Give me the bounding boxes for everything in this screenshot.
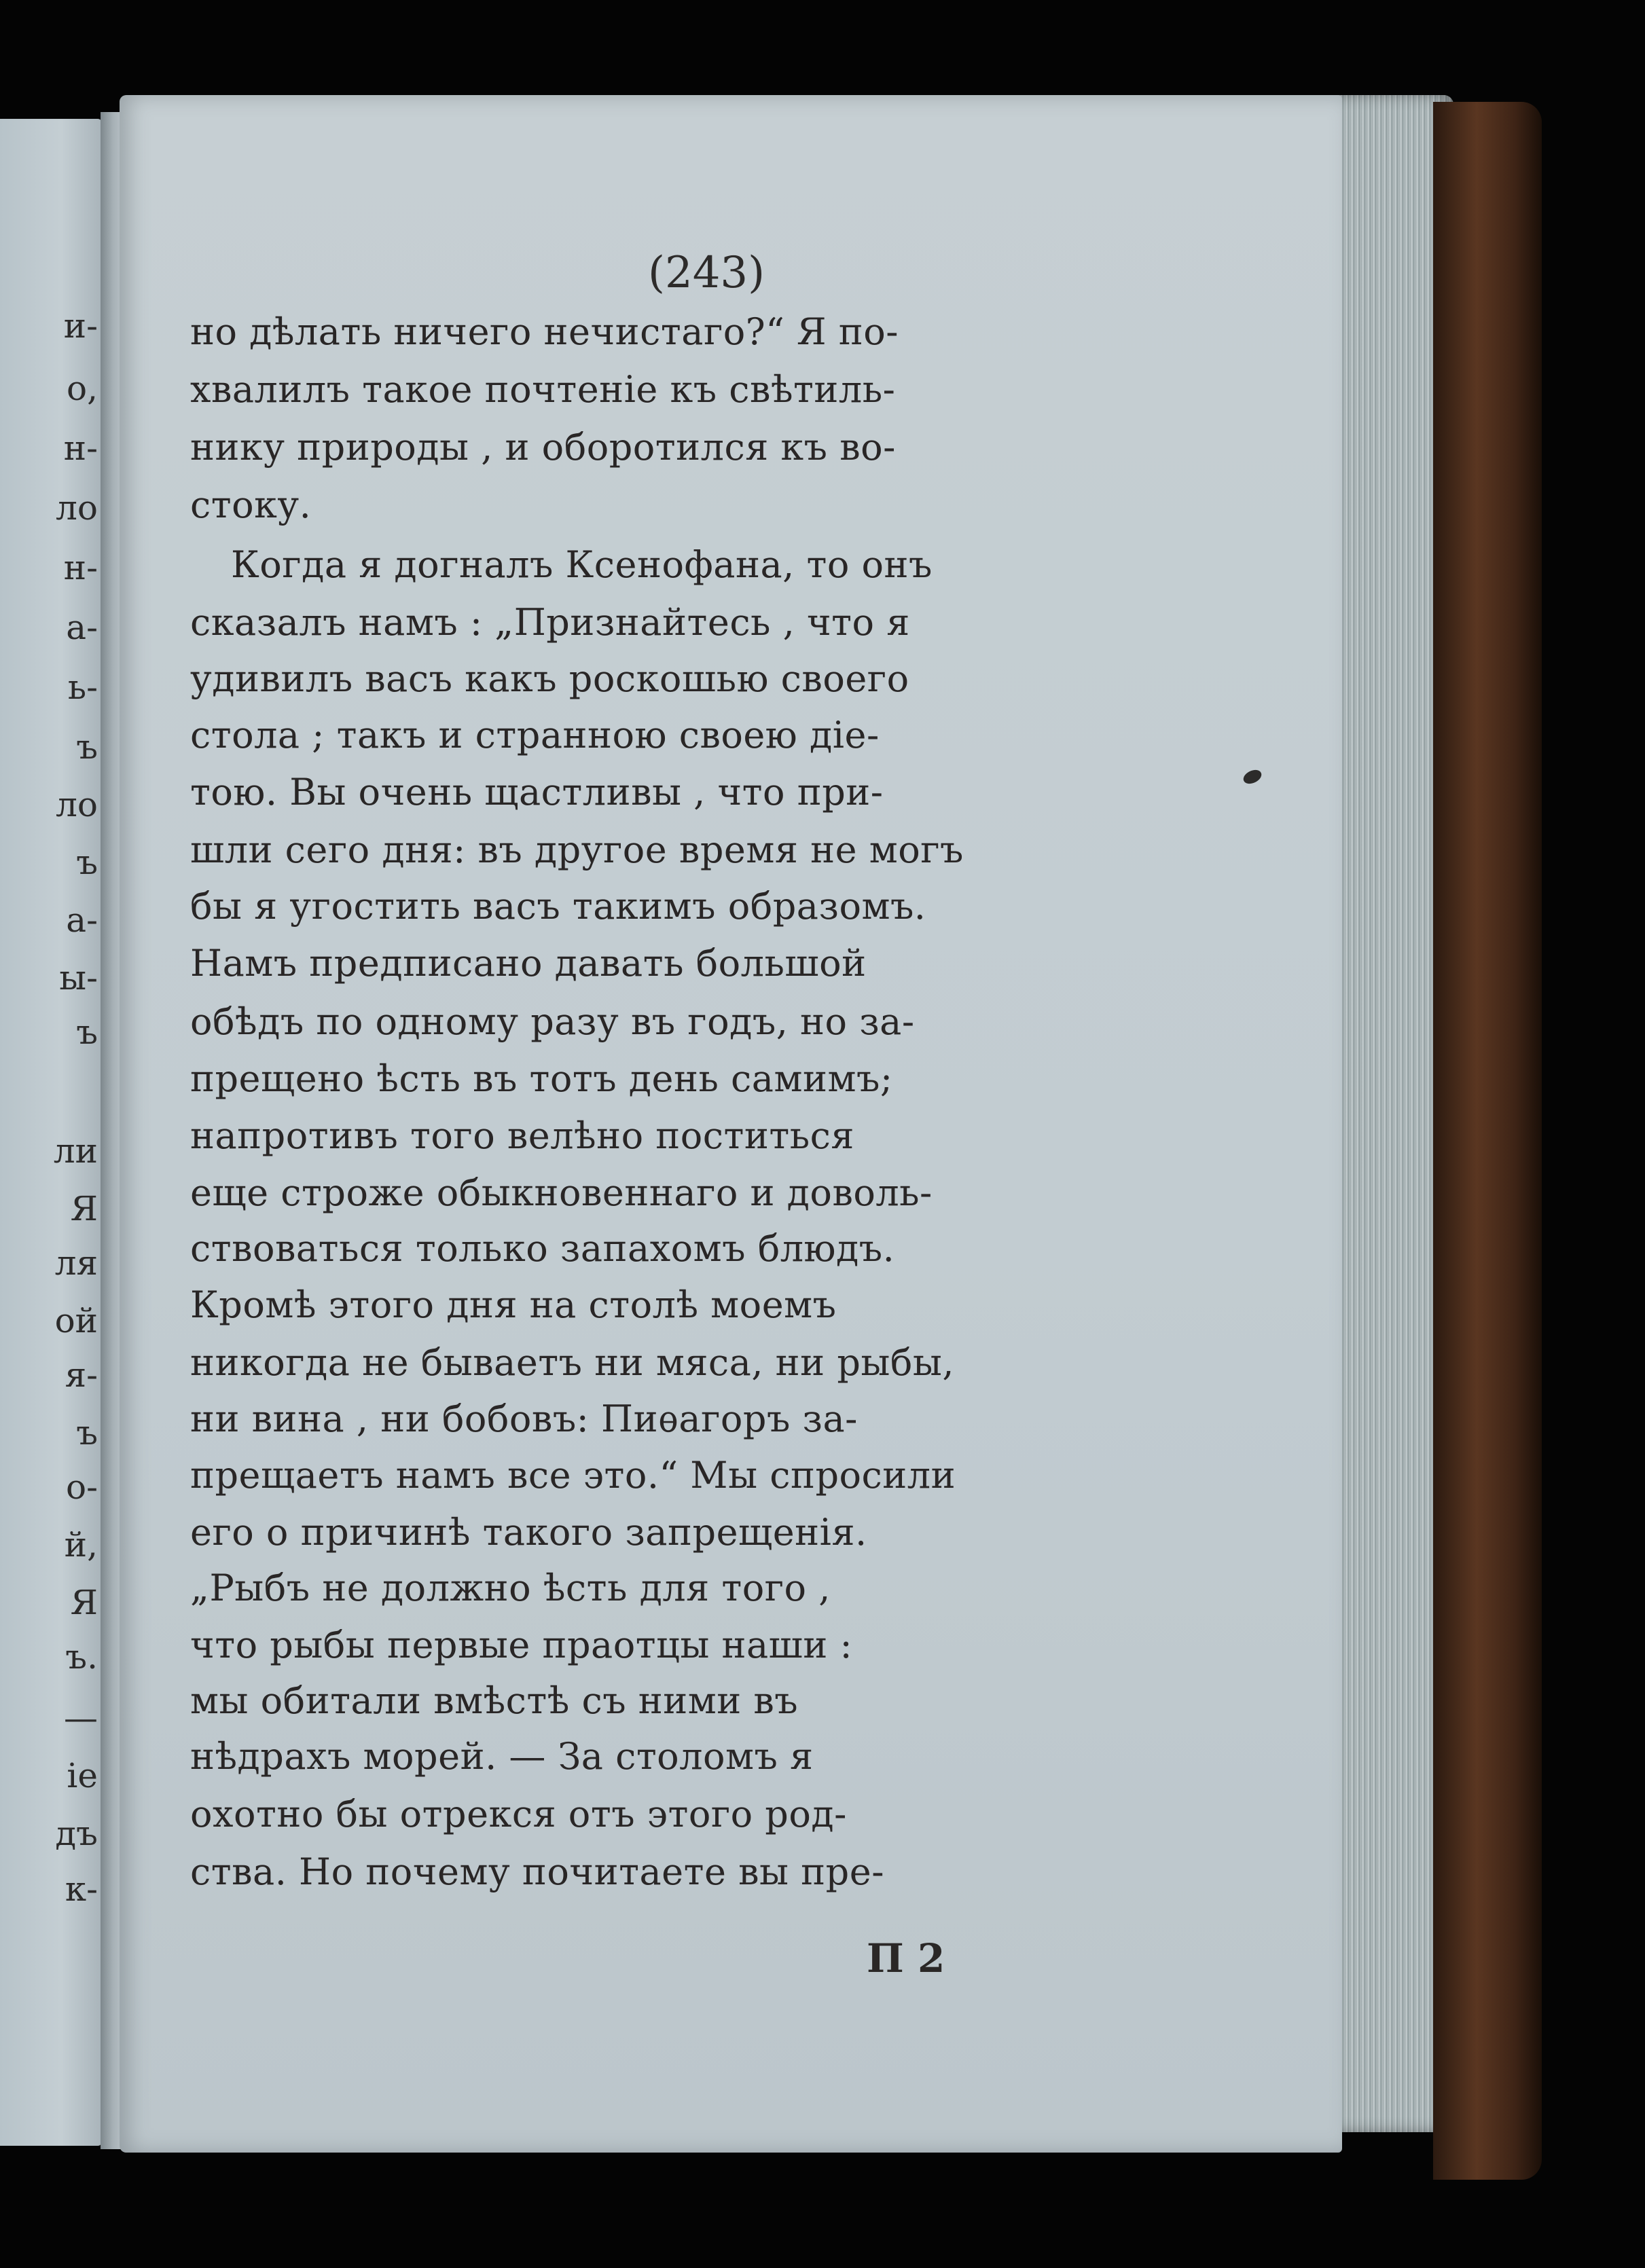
text-line: обѣдъ по одному разу въ годъ, но за-: [190, 1000, 915, 1043]
left-fragment: Я: [70, 1583, 98, 1622]
left-fragment: н-: [63, 428, 98, 468]
leather-cover: [1433, 102, 1542, 2180]
left-fragment: —: [64, 1698, 98, 1738]
text-line: хвалилъ такое почтеніе къ свѣтиль-: [190, 368, 896, 411]
text-line: стола ; такъ и странною своею діе-: [190, 714, 880, 756]
text-line: ства. Но почему почитаете вы пре-: [190, 1850, 884, 1893]
text-line: Намъ предписано давать большой: [190, 942, 867, 985]
text-line: что рыбы первые праотцы наши :: [190, 1624, 853, 1666]
signature-mark: П 2: [867, 1935, 945, 1981]
text-line: никогда не бываетъ ни мяса, ни рыбы,: [190, 1341, 955, 1384]
text-line: шли сего дня: въ другое время не могъ: [190, 828, 964, 871]
text-line: стоку.: [190, 483, 312, 526]
text-line: тою. Вы очень щастливы , что при-: [190, 771, 884, 813]
left-fragment: ь-: [67, 667, 98, 707]
text-line: напротивъ того велѣно поститься: [190, 1114, 854, 1157]
previous-page-edge: [0, 119, 102, 2146]
left-fragment: ли: [53, 1131, 98, 1171]
left-fragment: н-: [63, 548, 98, 587]
text-line: прещено ѣсть въ тотъ день самимъ;: [190, 1057, 893, 1100]
text-line: его о причинѣ такого запрещенія.: [190, 1511, 867, 1554]
text-line: бы я угостить васъ такимъ образомъ.: [190, 885, 926, 928]
left-fragment: ъ.: [65, 1637, 98, 1677]
left-fragment: ъ: [76, 1413, 98, 1452]
left-fragment: ъ: [76, 727, 98, 767]
left-fragment: я-: [65, 1355, 98, 1395]
left-fragment: к-: [65, 1869, 98, 1909]
left-fragment: а-: [66, 900, 98, 940]
page-number: (243): [648, 248, 765, 298]
left-fragment: о-: [66, 1467, 98, 1507]
text-line: нѣдрахъ морей. — За столомъ я: [190, 1735, 814, 1778]
left-fragment: й,: [64, 1525, 98, 1565]
left-fragment: ло: [56, 785, 98, 824]
text-line: охотно бы отрекся отъ этого род-: [190, 1793, 847, 1835]
left-fragment: іе: [67, 1756, 98, 1795]
text-line: Когда я догналъ Ксенофана, то онъ: [231, 543, 933, 586]
left-fragment: ля: [54, 1243, 98, 1283]
text-line: ни вина , ни бобовъ: Пиѳагоръ за-: [190, 1397, 858, 1440]
left-fragment: и-: [63, 306, 98, 346]
left-fragment: ъ: [76, 843, 98, 882]
left-fragment: а-: [66, 608, 98, 647]
left-fragment: ло: [56, 488, 98, 528]
text-line: „Рыбъ не должно ѣсть для того ,: [190, 1567, 831, 1609]
text-line: прещаетъ намъ все это.“ Мы спросили: [190, 1454, 956, 1497]
left-fragment: ой: [54, 1301, 98, 1340]
left-fragment: дъ: [55, 1814, 98, 1853]
left-fragment: ы-: [59, 958, 98, 998]
left-fragment: ъ: [76, 1012, 98, 1052]
left-fragment: Я: [70, 1189, 98, 1228]
text-line: еще строже обыкновеннаго и доволь-: [190, 1171, 933, 1214]
left-fragment: о,: [67, 369, 98, 408]
text-line: но дѣлать ничего нечистаго?“ Я по-: [190, 310, 899, 353]
text-line: ствоваться только запахомъ блюдъ.: [190, 1227, 895, 1270]
text-line: сказалъ намъ : „Признайтесь , что я: [190, 601, 910, 644]
text-line: мы обитали вмѣстѣ съ ними въ: [190, 1679, 799, 1722]
text-line: Кромѣ этого дня на столѣ моемъ: [190, 1283, 837, 1326]
text-line: удивилъ васъ какъ роскошью своего: [190, 657, 909, 700]
text-line: нику природы , и оборотился къ во-: [190, 426, 896, 469]
book-page: [120, 95, 1342, 2153]
